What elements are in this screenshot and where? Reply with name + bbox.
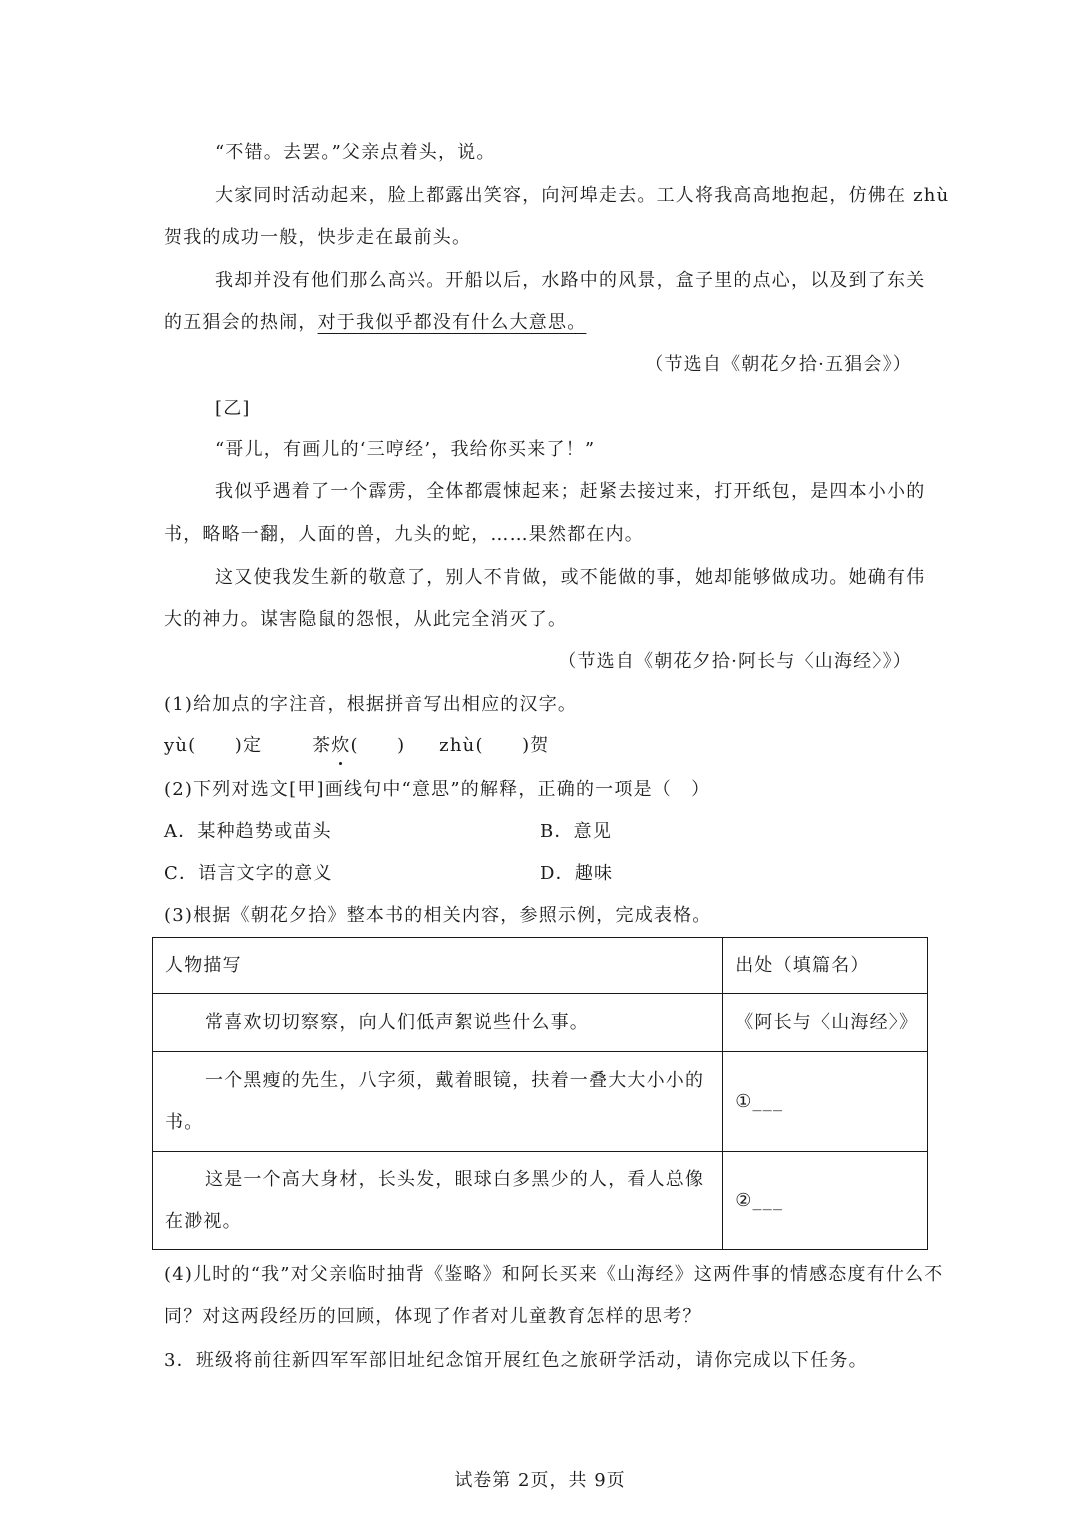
paragraph-not-happy-line1: 我却并没有他们那么高兴。开船以后，水路中的风景，盒子里的点心，以及到了东关 bbox=[215, 270, 926, 291]
question-2-prompt: (2)下列对选文[甲]画线句中“意思”的解释，正确的一项是（ ） bbox=[164, 779, 711, 800]
pinyin-item-yu: yù( )定 bbox=[164, 735, 263, 756]
table-row bbox=[153, 994, 928, 1052]
character-description-table bbox=[152, 937, 928, 1250]
row-description: 常喜欢切切察察，向人们低声絮说些什么事。 bbox=[205, 1011, 589, 1033]
row-source: 《阿长与〈山海经〉》 bbox=[723, 994, 928, 1052]
answer-blank-2[interactable]: ②___ bbox=[723, 1152, 928, 1250]
paragraph-everyone-line1: 大家同时活动起来，脸上都露出笑容，向河埠走去。工人将我高高地抱起，仿佛在 zhù bbox=[215, 185, 950, 206]
page-footer: 试卷第 2页，共 9页 bbox=[454, 1470, 626, 1491]
table-row bbox=[153, 1152, 928, 1250]
header-source: 出处（填篇名） bbox=[723, 938, 928, 994]
paragraph-changma-quote: “哥儿，有画儿的‘三哼经’，我给你买来了！” bbox=[215, 439, 596, 460]
source-wuchang: （节选自《朝花夕拾·五猖会》） bbox=[645, 354, 912, 375]
paragraph-everyone-line2: 贺我的成功一般，快步走在最前头。 bbox=[164, 227, 472, 248]
header-description: 人物描写 bbox=[153, 938, 723, 994]
question-1-items bbox=[164, 733, 550, 759]
row-description: 这是一个高大身材，长头发，眼球白多黑少的人，看人总像在渺视。 bbox=[165, 1168, 705, 1232]
dotted-char-item: 茶炊( ) bbox=[312, 735, 405, 756]
option-b: B．意见 bbox=[540, 821, 613, 842]
question-1-prompt: (1)给加点的字注音，根据拼音写出相应的汉字。 bbox=[164, 694, 578, 715]
plain-text: 的五猖会的热闹， bbox=[164, 312, 318, 333]
question-3-prompt: (3)根据《朝花夕拾》整本书的相关内容，参照示例，完成表格。 bbox=[164, 905, 712, 926]
option-c: C．语言文字的意义 bbox=[164, 863, 333, 884]
paragraph-respect-line1: 这又使我发生新的敬意了，别人不肯做，或不能做的事，她却能够做成功。她确有伟 bbox=[215, 567, 926, 588]
row-description: 一个黑瘦的先生，八字须，戴着眼镜，扶着一叠大大小小的书。 bbox=[165, 1069, 705, 1133]
underlined-sentence: 对于我似乎都没有什么大意思。 bbox=[317, 312, 587, 333]
pinyin-item-zhu: zhù( )贺 bbox=[439, 735, 550, 756]
paragraph-respect-line2: 大的神力。谋害隐鼠的怨恨，从此完全消灭了。 bbox=[164, 609, 568, 630]
question-4-line2: 同？对这两段经历的回顾，体现了作者对儿童教育怎样的思考？ bbox=[164, 1306, 702, 1327]
paragraph-father-reply: “不错。去罢。”父亲点着头，说。 bbox=[215, 142, 496, 163]
passage-yi-label: [乙] bbox=[215, 398, 251, 419]
option-d: D．趣味 bbox=[540, 863, 614, 884]
table-row bbox=[153, 1052, 928, 1152]
paragraph-thunder-line2: 书，略略一翻，人面的兽，九头的蛇，……果然都在内。 bbox=[164, 524, 644, 545]
paragraph-not-happy-line2 bbox=[164, 310, 586, 336]
source-shanhaijing: （节选自《朝花夕拾·阿长与〈山海经〉》） bbox=[558, 651, 912, 672]
table-header-row bbox=[153, 938, 928, 994]
emphasis-dot-char: 炊 bbox=[331, 733, 350, 759]
question-4-line1: (4)儿时的“我”对父亲临时抽背《鉴略》和阿长买来《山海经》这两件事的情感态度有什么不 bbox=[164, 1264, 944, 1285]
answer-blank-1[interactable]: ①___ bbox=[723, 1052, 928, 1152]
main-question-3: 3．班级将前往新四军军部旧址纪念馆开展红色之旅研学活动，请你完成以下任务。 bbox=[164, 1350, 868, 1371]
paragraph-thunder-line1: 我似乎遇着了一个霹雳，全体都震悚起来；赶紧去接过来，打开纸包，是四本小小的 bbox=[215, 481, 926, 502]
option-a: A．某种趋势或苗头 bbox=[164, 821, 332, 842]
